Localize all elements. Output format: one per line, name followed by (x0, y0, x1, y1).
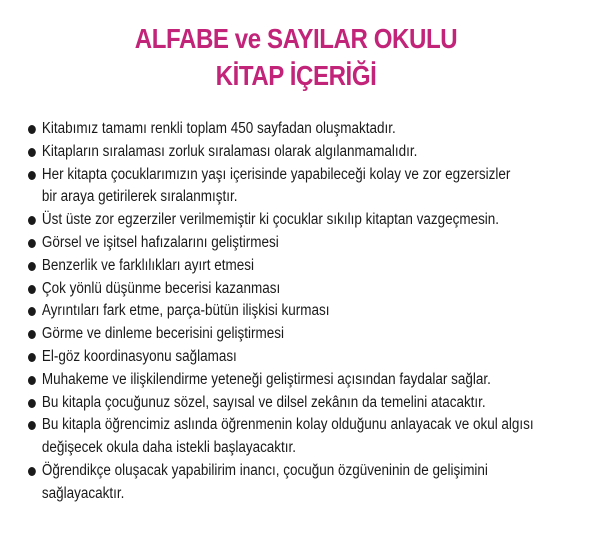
bullet-icon (28, 148, 36, 157)
bullet-icon (28, 376, 36, 385)
bullet-icon (28, 125, 36, 134)
list-item-text: Çok yönlü düşünme becerisi kazanması (41, 279, 281, 297)
bullet-icon (28, 285, 36, 294)
list-item-text: Ayrıntıları fark etme, parça-bütün ilişkisi kurması (41, 302, 330, 320)
list-item (28, 164, 528, 210)
list-item-text: Her kitapta çocuklarımızın yaşı içerisinde yapabileceği kolay ve zor egzersizler (41, 165, 511, 183)
list-item-text: Kitapların sıralaması zorluk sıralaması olarak algılanmamalıdır. (41, 142, 418, 160)
list-item (28, 323, 528, 346)
list-item-text: sağlayacaktır. (41, 484, 125, 502)
bullet-icon (28, 171, 36, 180)
list-item (28, 255, 528, 278)
list-item (28, 392, 528, 415)
bullet-icon (28, 353, 36, 362)
list-item (28, 300, 528, 323)
bullet-icon (28, 216, 36, 225)
list-item (28, 414, 534, 460)
bullet-icon (28, 262, 36, 271)
bullet-icon (28, 239, 36, 248)
list-item-text: Kitabımız tamamı renkli toplam 450 sayfadan oluşmaktadır. (41, 120, 396, 137)
list-item (28, 346, 528, 369)
bullet-icon (28, 307, 36, 316)
list-item-text: Üst üste zor egzerziler verilmemiştir ki çocuklar sıkılıp kitaptan vazgeçmesin. (41, 211, 500, 229)
content-list (28, 118, 592, 506)
list-item-text: Görsel ve işitsel hafızalarını geliştirmesi (41, 233, 279, 251)
list-item-text: Bu kitapla öğrencimiz aslında öğrenmenin kolay olduğunu anlayacak ve okul algısı (41, 416, 534, 434)
list-item (28, 232, 528, 255)
list-item (28, 278, 528, 301)
list-item-text: değişecek okula daha istekli başlayacaktır. (41, 439, 297, 457)
list-item-text: El-göz koordinasyonu sağlaması (41, 347, 237, 365)
page-title: ALFABE ve SAYILAR OKULU (134, 23, 458, 54)
bullet-icon (28, 330, 36, 339)
list-item (28, 141, 528, 164)
list-item (28, 118, 528, 141)
list-item-text: Bu kitapla çocuğunuz sözel, sayısal ve dilsel zekânın da temelini atacaktır. (41, 393, 486, 411)
list-item-text: Muhakeme ve ilişkilendirme yeteneği geliştirmesi açısından faydalar sağlar. (41, 370, 491, 388)
list-item-text: Görme ve dinleme becerisini geliştirmesi (41, 325, 284, 343)
bullet-icon (28, 467, 36, 476)
bullet-icon (28, 421, 36, 430)
list-item (28, 209, 528, 232)
list-item-text: Öğrendikçe oluşacak yapabilirim inancı, çocuğun özgüveninin de gelişimini (41, 461, 488, 479)
list-item (28, 369, 528, 392)
list-item (28, 460, 528, 506)
list-item-text: bir araya getirilerek sıralanmıştır. (41, 188, 238, 206)
list-item-text: Benzerlik ve farklılıkları ayırt etmesi (41, 256, 254, 274)
bullet-icon (28, 399, 36, 408)
page-subtitle: KİTAP İÇERİĞİ (215, 60, 377, 91)
